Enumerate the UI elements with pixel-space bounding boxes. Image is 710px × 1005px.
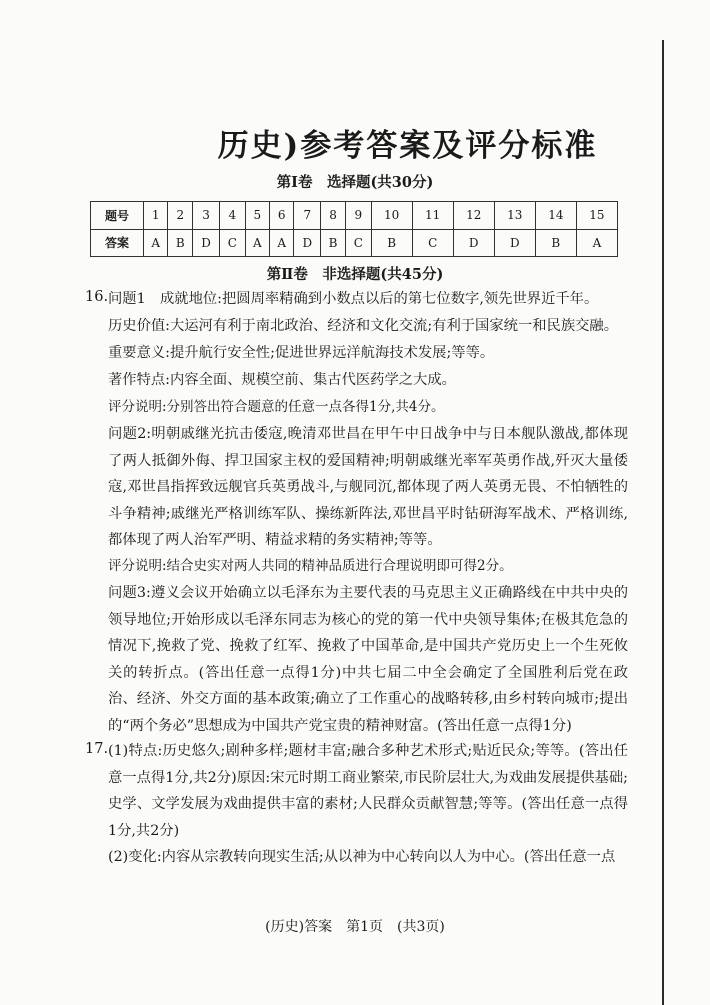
table-cell: B (535, 229, 576, 257)
q16-scoring-note-1: 评分说明:分别答出符合题意的任意一点各得1分,共4分。 (108, 399, 445, 415)
table-cell: D (453, 229, 494, 257)
table-cell: A (144, 229, 168, 257)
row-label-numbers: 题号 (91, 202, 144, 230)
page-title: 历史)参考答案及评分标准 (217, 128, 598, 164)
table-cell: B (168, 229, 193, 257)
q16-answer-1: 问题1 成就地位:把圆周率精确到小数点以后的第七位数字,领先世界近千年。 (108, 291, 599, 307)
table-cell: A (576, 229, 617, 257)
table-cell: B (321, 229, 346, 257)
q16-answer-4: 著作特点:内容全面、规模空前、集古代医药学之大成。 (108, 372, 456, 388)
table-cell: 8 (321, 202, 346, 230)
table-cell: 15 (576, 202, 617, 230)
table-cell: D (193, 229, 220, 257)
table-cell: 11 (412, 202, 453, 230)
q16-answer-3: 重要意义:提升航行安全性;促进世界远洋航海技术发展;等等。 (108, 345, 495, 361)
table-cell: A (270, 229, 294, 257)
table-cell: A (245, 229, 269, 257)
table-cell: 12 (453, 202, 494, 230)
q16-scoring-note-2: 评分说明:结合史实对两人共同的精神品质进行合理说明即可得2分。 (108, 558, 513, 574)
row-label-answers: 答案 (91, 229, 144, 257)
table-cell: 14 (535, 202, 576, 230)
q16-answer-question-2: 问题2:明朝戚继光抗击倭寇,晚清邓世昌在甲午中日战争中与日本舰队激战,都体现了两人抵御外侮、捍卫国家主权的爱国精神;明朝戚继光率军英勇作战,歼灭大量倭寇,邓世昌指挥致远舰官兵英勇战斗,与舰同沉,都体现了两人英勇无畏、不怕牺牲的斗争精神;戚继光严格训练军队、操练新阵法,邓世昌平时钻研海军战术、严格训练,都体现了两人治军严明、精益求精的务实精神;等等。 (108, 426, 628, 548)
table-cell: B (371, 229, 412, 257)
answer-table (90, 201, 618, 257)
table-cell: 2 (168, 202, 193, 230)
table-row-numbers (91, 202, 618, 230)
table-cell: 10 (371, 202, 412, 230)
table-cell: 1 (144, 202, 168, 230)
table-cell: 3 (193, 202, 220, 230)
table-cell: 9 (345, 202, 371, 230)
table-cell: D (494, 229, 535, 257)
table-cell: C (412, 229, 453, 257)
table-cell: 4 (219, 202, 245, 230)
question-16-number: 16. (85, 289, 109, 305)
section-1-title: 第Ⅰ卷 选择题(共30分) (276, 174, 434, 191)
table-cell: 6 (270, 202, 294, 230)
table-cell: 7 (294, 202, 321, 230)
table-cell: 13 (494, 202, 535, 230)
q16-answer-question-3: 问题3:遵义会议开始确立以毛泽东为主要代表的马克思主义正确路线在中共中央的领导地位;开始形成以毛泽东同志为核心的党的第一代中央领导集体;在极其危急的情况下,挽救了党、挽救了红军、挽救了中国革命,是中国共产党历史上一个生死攸关的转折点。(答出任意一点得1分)中共七届二中全会确定了全国胜利后党在政治、经济、外交方面的基本政策;确立了工作重心的战略转移,由乡村转向城市;提出的“两个务必”思想成为中国共产党宝贵的精神财富。(答出任意一点得1分) (108, 585, 628, 734)
q17-answer-1: (1)特点:历史悠久;剧种多样;题材丰富;融合多种艺术形式;贴近民众;等等。(答出任意一点得1分,共2分)原因:宋元时期工商业繁荣,市民阶层壮大,为戏曲发展提供基础;史学、文学发展为戏曲提供丰富的素材;人民群众贡献智慧;等等。(答出任意一点得1分,共2分) (108, 743, 628, 839)
table-cell: D (294, 229, 321, 257)
table-row-answers (91, 229, 618, 257)
table-cell: C (219, 229, 245, 257)
q17-answer-2: (2)变化:内容从宗教转向现实生活;从以神为中心转向以人为中心。(答出任意一点 (108, 849, 616, 865)
page-footer: (历史)答案 第1页 (共3页) (265, 919, 445, 935)
q16-answer-2: 历史价值:大运河有利于南北政治、经济和文化交流;有利于国家统一和民族交融。 (108, 318, 619, 334)
question-17-number: 17. (85, 741, 109, 757)
table-cell: C (345, 229, 371, 257)
section-2-title: 第Ⅱ卷 非选择题(共45分) (266, 266, 444, 283)
table-cell: 5 (245, 202, 269, 230)
